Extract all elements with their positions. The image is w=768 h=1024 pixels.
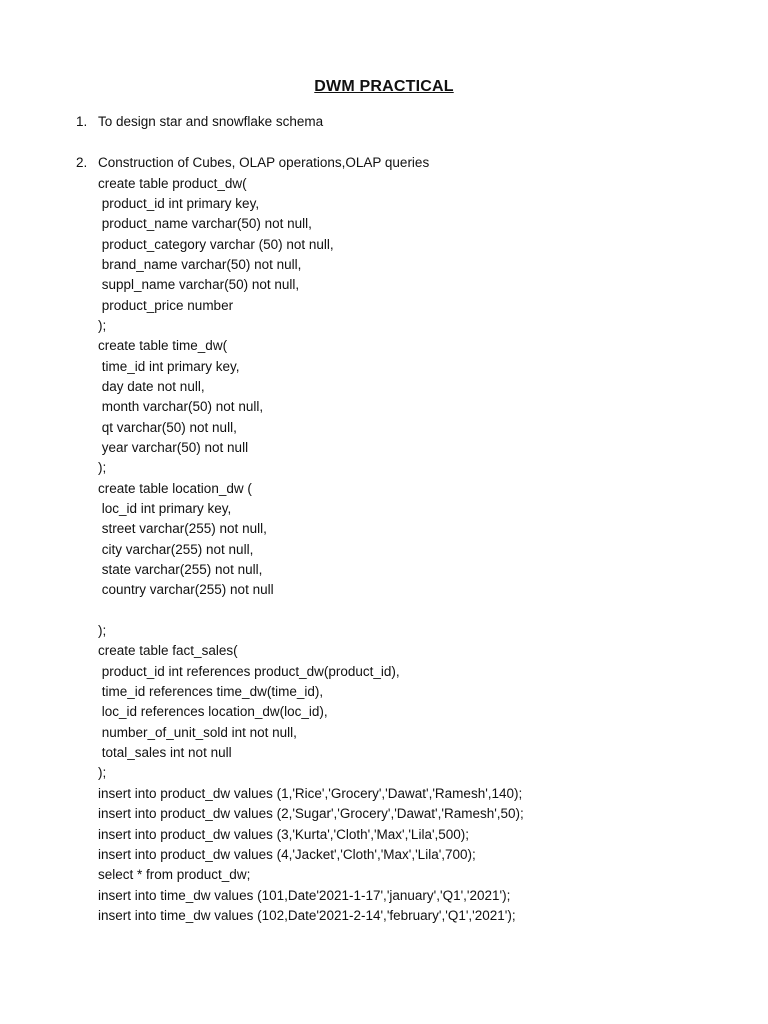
code-line: loc_id references location_dw(loc_id), [98,704,328,720]
code-line: product_price number [98,297,234,313]
code-line: insert into product_dw values (3,'Kurta','Cloth','Max','Lila',500); [98,826,470,842]
code-line: state varchar(255) not null, [98,562,263,578]
code-line: ); [98,460,107,476]
code-line: product_name varchar(50) not null, [98,216,312,232]
code-line: suppl_name varchar(50) not null, [98,277,300,293]
code-line: street varchar(255) not null, [98,521,267,537]
code-line: create table time_dw( [98,338,228,354]
code-line: create table location_dw ( [98,480,252,496]
code-line: total_sales int not null [98,745,232,761]
code-line: product_category varchar (50) not null, [98,236,334,252]
code-line: create table product_dw( [98,175,247,191]
code-line: country varchar(255) not null [98,582,274,598]
code-line: insert into time_dw values (102,Date'2021-2-14','february','Q1','2021'); [98,907,516,923]
code-line: ); [98,765,107,781]
code-line: month varchar(50) not null, [98,399,264,415]
code-line: insert into product_dw values (2,'Sugar','Grocery','Dawat','Ramesh',50); [98,806,524,822]
code-line: loc_id int primary key, [98,501,232,516]
code-line: year varchar(50) not null [98,439,249,455]
code-line: ); [98,623,107,639]
list-item-2 [76,153,429,173]
list-item-text: To design star and snowflake schema [98,114,324,129]
code-line: product_id int primary key, [98,195,260,211]
code-line: qt varchar(50) not null, [98,419,237,435]
list-item-number: 1. [76,114,88,129]
code-line: time_id int primary key, [98,358,240,374]
code-line: insert into time_dw values (101,Date'2021-1-17','january','Q1','2021'); [98,887,511,903]
code-line: brand_name varchar(50) not null, [98,256,302,272]
code-line: insert into product_dw values (4,'Jacket','Cloth','Max','Lila',700); [98,846,476,862]
code-line: day date not null, [98,378,205,394]
code-line: create table fact_sales( [98,643,238,659]
list-item-1 [76,112,323,132]
code-line: time_id references time_dw(time_id), [98,684,324,700]
sql-code-block [98,174,524,927]
document-title: DWM PRACTICAL [314,78,454,95]
code-line: insert into product_dw values (1,'Rice','Grocery','Dawat','Ramesh',140); [98,785,523,801]
list-item-number: 2. [76,155,88,170]
list-item-text: Construction of Cubes, OLAP operations,OLAP queries [98,155,430,170]
code-line: ); [98,317,107,333]
code-line: city varchar(255) not null, [98,541,254,557]
code-line: select * from product_dw; [98,867,251,883]
code-line: number_of_unit_sold int not null, [98,724,297,740]
code-line: product_id int references product_dw(product_id), [98,663,400,679]
code-line [98,601,524,621]
